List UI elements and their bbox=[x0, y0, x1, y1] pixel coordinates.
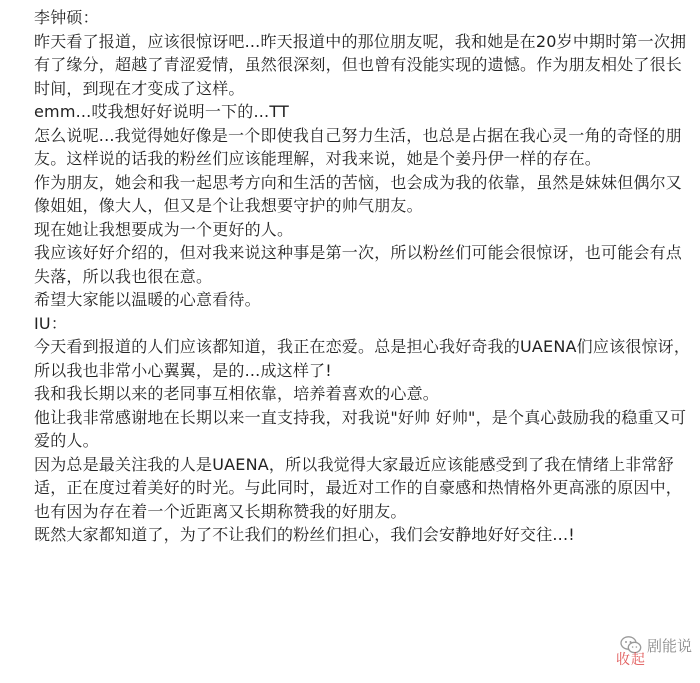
paragraph: 我和我长期以来的老同事互相依靠，培养着喜欢的心意。 bbox=[34, 384, 440, 403]
document-body bbox=[34, 6, 694, 547]
paragraph: 我应该好好介绍的，但对我来说这种事是第一次，所以粉丝们可能会很惊讶，也可能会有点失落，所以我也很在意。 bbox=[34, 243, 683, 286]
paragraph: 昨天看了报道，应该很惊讶吧...昨天报道中的那位朋友呢，我和她是在20岁中期时第一次拥有了缘分，超越了青涩爱情，虽然很深刻，但也曾有没能实现的遗憾。作为朋友相处了很长时间，到现在才变成了这样。 bbox=[34, 31, 687, 98]
collapse-overlay-text: 收起 bbox=[616, 652, 646, 668]
paragraph: 因为总是最关注我的人是UAENA，所以我觉得大家最近应该能感受到了我在情绪上非常舒适，正在度过着美好的时光。与此同时，最近对工作的自豪感和热情格外更高涨的原因中，也有因为存在着一个近距离又长期称赞我的好朋友。 bbox=[34, 454, 683, 521]
paragraph: 作为朋友，她会和我一起思考方向和生活的苦恼，也会成为我的依靠，虽然是妹妹但偶尔又像姐姐，像大人，但又是个让我想要守护的帅气朋友。 bbox=[34, 172, 683, 215]
paragraph: 现在她让我想要成为一个更好的人。 bbox=[34, 219, 294, 239]
paragraph: 希望大家能以温暖的心意看待。 bbox=[34, 290, 261, 309]
paragraph: 今天看到报道的人们应该都知道，我正在恋爱。总是担心我好奇我的UAENA们应该很惊讶，所以我也非常小心翼翼，是的...成这样了! bbox=[34, 337, 691, 380]
watermark-label: 剧能说 bbox=[646, 636, 692, 655]
paragraph: 怎么说呢...我觉得她好像是一个即使我自己努力生活，也总是占据在我心灵一角的奇怪的朋友。这样说的话我的粉丝们应该能理解，对我来说，她是个姜丹伊一样的存在。 bbox=[34, 125, 682, 168]
paragraph: emm...哎我想好好说明一下的...TT bbox=[34, 102, 289, 121]
paragraph-speaker-iu: IU： bbox=[34, 313, 68, 333]
paragraph: 既然大家都知道了，为了不让我们的粉丝们担心，我们会安静地好好交往...! bbox=[34, 525, 575, 544]
paragraph-speaker-lee: 李钟硕： bbox=[34, 8, 99, 27]
paragraph: 他让我非常感谢地在长期以来一直支持我，对我说"好帅 好帅"，是个真心鼓励我的稳重又可爱的人。 bbox=[34, 407, 687, 450]
